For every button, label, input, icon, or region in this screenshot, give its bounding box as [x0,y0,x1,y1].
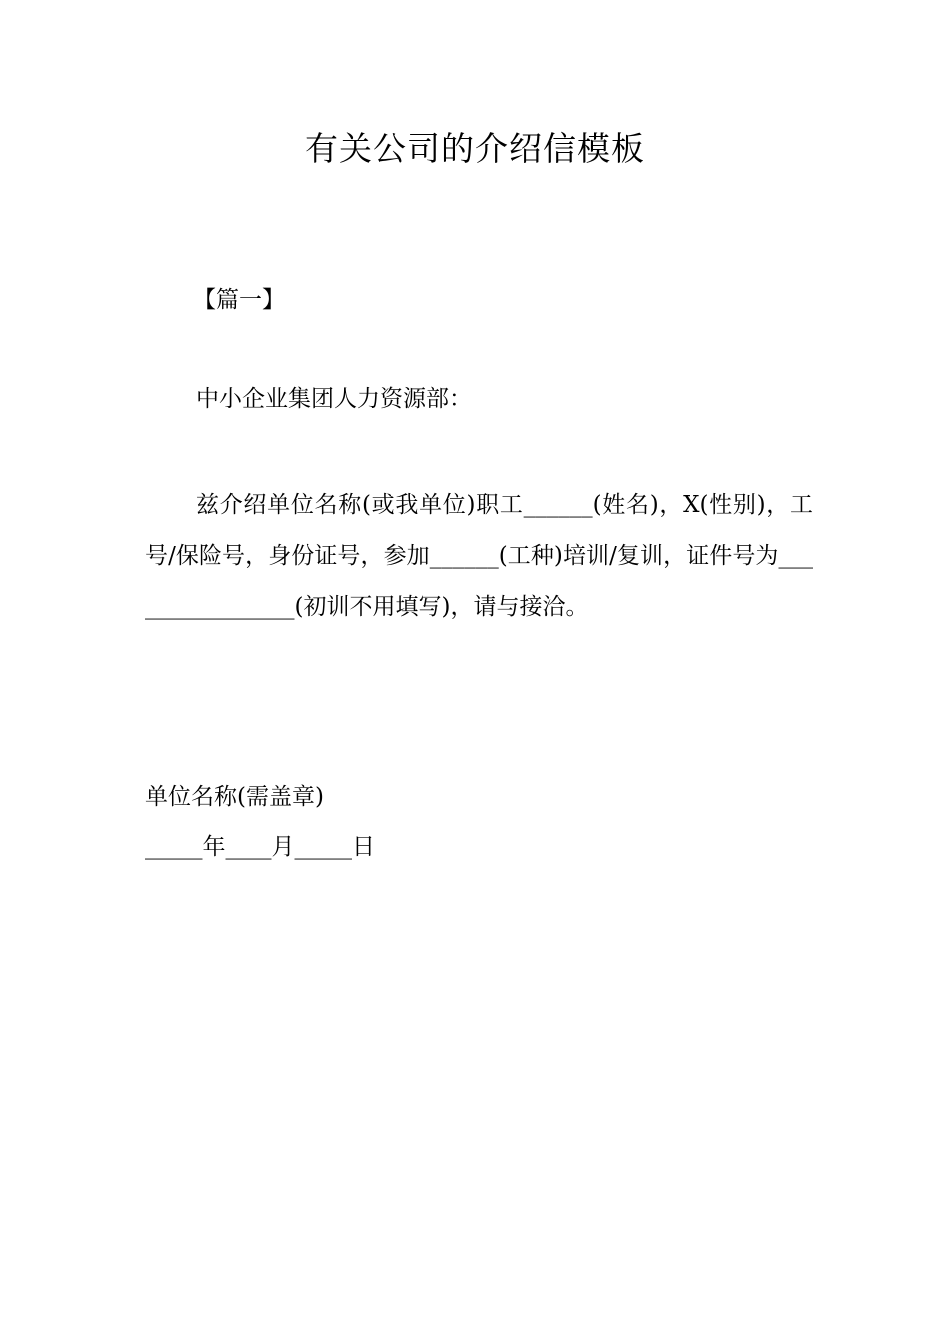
document-title: 有关公司的介绍信模板 [305,129,645,168]
letter-body: 兹介绍单位名称(或我单位)职工______(姓名)，X(性别)，工号/保险号，身份证号，参加______(工种)培训/复训，证件号为________________(初训不用填写)，请与接洽。 [145,492,813,620]
date-line: _____年____月_____日 [145,834,375,860]
signature-line: 单位名称(需盖章) [145,784,324,810]
salutation: 中小企业集团人力资源部： [196,386,472,412]
section-heading: 【篇一】 [193,287,285,313]
